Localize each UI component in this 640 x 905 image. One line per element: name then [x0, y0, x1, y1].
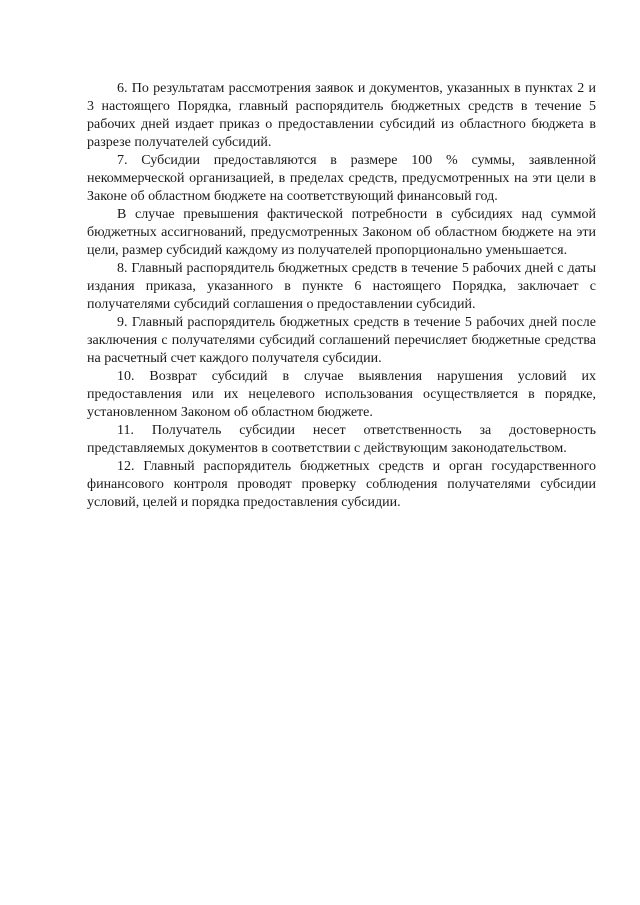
paragraph-11: 11. Получатель субсидии несет ответственность за достоверность представляемых документов в соответствии с действующим законодательством. [87, 423, 596, 456]
document-body [87, 80, 596, 512]
paragraph-12: 12. Главный распорядитель бюджетных средств и орган государственного финансового контроля проводят проверку соблюдения получателями субсидии условий, целей и порядка предоставления субсидии. [87, 459, 596, 510]
paragraph-9: 9. Главный распорядитель бюджетных средств в течение 5 рабочих дней после заключения с получателями субсидий соглашений перечисляет бюджетные средства на расчетный счет каждого получателя субсидии. [87, 315, 596, 366]
paragraph-7: 7. Субсидии предоставляются в размере 100 % суммы, заявленной некоммерческой организацией, в пределах средств, предусмотренных на эти цели в Законе об областном бюджете на соответствующий финансовый год. [87, 153, 596, 204]
paragraph-7-continued: В случае превышения фактической потребности в субсидиях над суммой бюджетных ассигнований, предусмотренных Законом об областном бюджете на эти цели, размер субсидий каждому из получателей пропорционально уменьшается. [87, 207, 596, 258]
paragraph-6: 6. По результатам рассмотрения заявок и документов, указанных в пунктах 2 и 3 настоящего Порядка, главный распорядитель бюджетных средств в течение 5 рабочих дней издает приказ о предоставлении субсидий из областного бюджета в разрезе получателей субсидий. [87, 81, 596, 150]
paragraph-10: 10. Возврат субсидий в случае выявления нарушения условий их предоставления или их нецелевого использования осуществляется в порядке, установленном Законом об областном бюджете. [87, 369, 596, 420]
paragraph-8: 8. Главный распорядитель бюджетных средств в течение 5 рабочих дней с даты издания приказа, указанного в пункте 6 настоящего Порядка, заключает с получателями субсидий соглашения о предоставлении субсидий. [87, 261, 596, 312]
